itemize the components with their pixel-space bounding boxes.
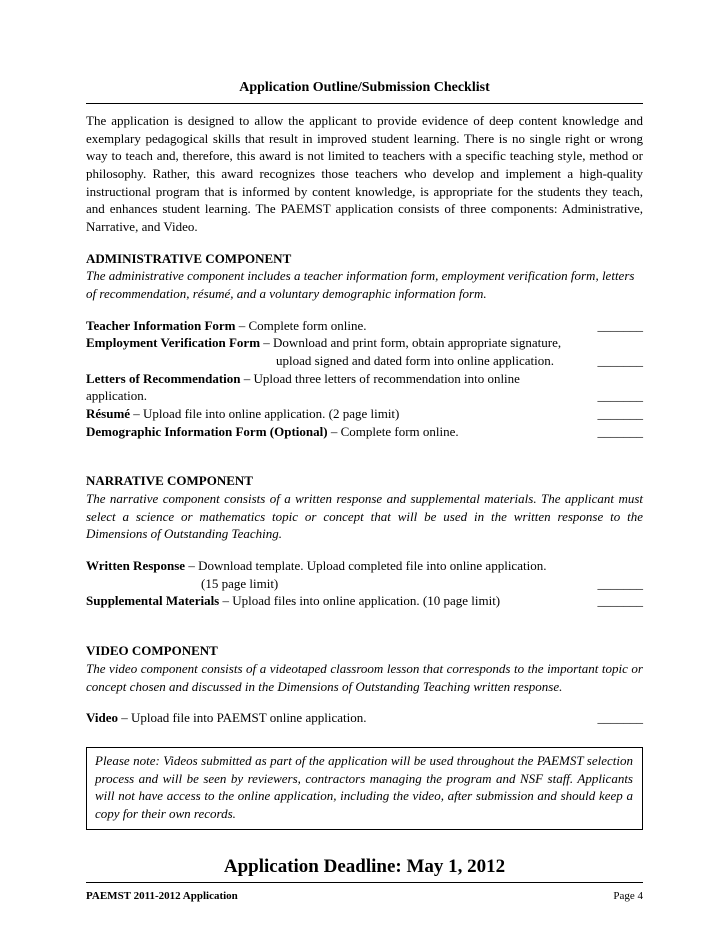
checkbox-blank: _______ [597, 710, 643, 726]
checkbox-blank: _______ [597, 406, 643, 422]
checklist-item-video: Video – Upload file into PAEMST online application. _______ [86, 710, 643, 726]
checklist-item-letters: Letters of Recommendation – Upload three letters of recommendation into online application. _______ [86, 370, 643, 404]
checklist-item-teacher-info: Teacher Information Form – Complete form online. _______ [86, 317, 643, 333]
checkbox-blank: _______ [597, 423, 643, 439]
document-page [86, 78, 643, 879]
admin-description: The administrative component includes a teacher information form, employment verification form, letters of recommendation, résumé, and a voluntary demographic information form. [86, 268, 635, 302]
footer-title: PAEMST 2011-2012 Application [86, 890, 238, 902]
page-number: Page 4 [613, 890, 643, 902]
intro-paragraph: The application is designed to allow the applicant to provide evidence of deep content knowledge and exemplary pedagogical skills that result in improved student learning. There is no single right or wrong way to teach and, therefore, this award is not limited to teachers with a specific teaching style, method or philosophy. Rather, this award recognizes those teachers who develop and implement a high-quality instructional program that is informed by content knowledge, is appropriate for the students they teach, and enhances student learning. The PAEMST application consists of three components: Administrative, Narrative, and Video. [86, 113, 643, 235]
checkbox-blank: _______ [597, 388, 643, 404]
checklist-item-supplemental: Supplemental Materials – Upload files into online application. (10 page limit) _______ [86, 593, 643, 609]
checklist-item-resume: Résumé – Upload file into online application. (2 page limit) _______ [86, 406, 643, 422]
checkbox-blank: _______ [597, 593, 643, 609]
title-block [86, 78, 643, 104]
application-deadline: Application Deadline: May 1, 2012 [223, 855, 506, 877]
checkbox-blank: _______ [597, 353, 643, 369]
video-heading: VIDEO COMPONENT [86, 643, 218, 659]
admin-heading: ADMINISTRATIVE COMPONENT [86, 250, 292, 266]
checkbox-blank: _______ [597, 317, 643, 333]
checklist-item-employment: Employment Verification Form – Download and print form, obtain appropriate signature, upload signed and dated form into online application. _______ [86, 335, 643, 369]
page-footer [86, 882, 643, 904]
checklist-item-written-response: Written Response – Download template. Upload completed file into online application. (15 page limit) _______ [86, 558, 643, 591]
video-description: The video component consists of a videotaped classroom lesson that corresponds to the important topic or concept chosen and discussed in the Dimensions of Outstanding Teaching written response. [86, 660, 643, 694]
video-note-box: Please note: Videos submitted as part of the application will be used throughout the PAEMST selection process and will be seen by reviewers, contractors managing the program and NSF staff. Applicants will not have access to the online application, including the video, after submission and should keep a copy for their own records. [86, 747, 643, 830]
checklist-item-demographic: Demographic Information Form (Optional) – Complete form online. _______ [86, 423, 643, 439]
narrative-heading: NARRATIVE COMPONENT [86, 473, 253, 489]
page-title: Application Outline/Submission Checklist [239, 80, 490, 95]
narrative-description: The narrative component consists of a written response and supplemental materials. The applicant must select a science or mathematics topic or concept that will be used in the written response to the Dimensions of Outstanding Teaching. [86, 491, 643, 542]
checkbox-blank: _______ [597, 575, 643, 591]
